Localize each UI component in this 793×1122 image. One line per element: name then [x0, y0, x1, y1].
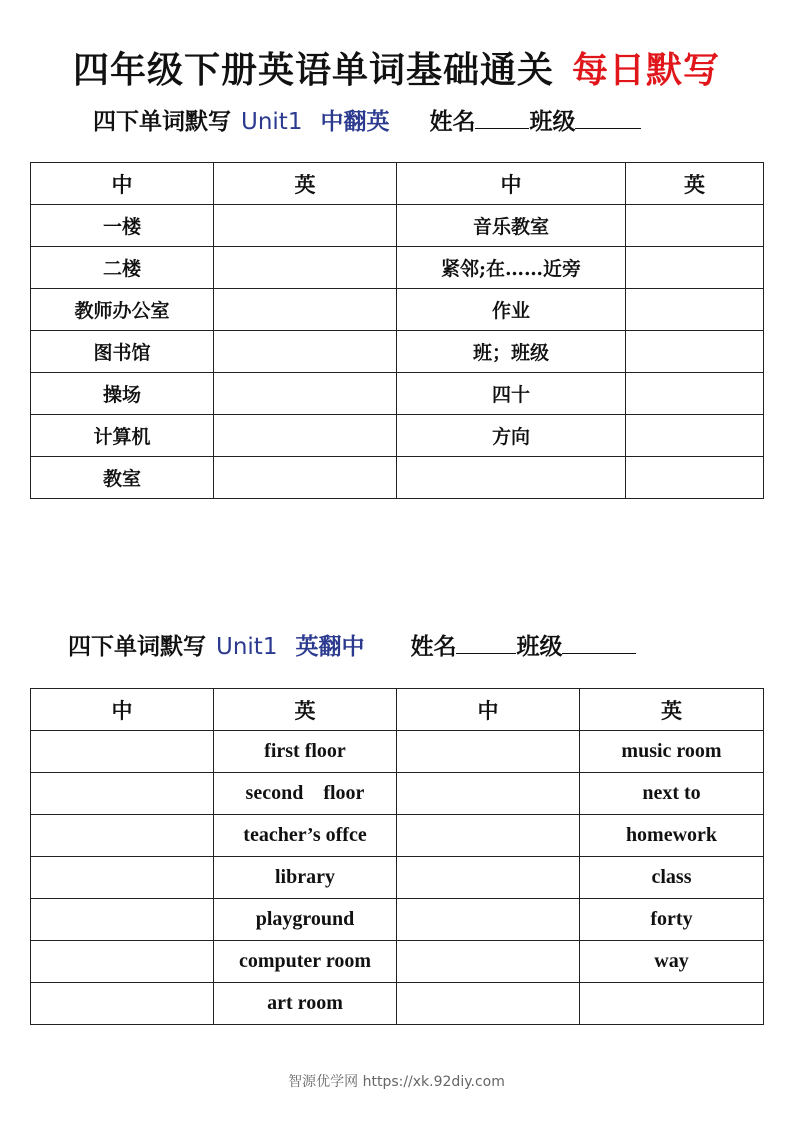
section2-unit: Unit1: [216, 634, 278, 660]
answer-cell[interactable]: [397, 773, 580, 815]
table-row: [31, 415, 764, 457]
table-row: [31, 773, 764, 815]
answer-cell[interactable]: [214, 247, 397, 289]
title-highlight: 每日默写: [572, 49, 721, 91]
table-row: [31, 941, 764, 983]
word-cell: 四十: [397, 373, 626, 415]
section1-table: [30, 162, 764, 499]
answer-cell[interactable]: [626, 415, 764, 457]
answer-cell[interactable]: [31, 731, 214, 773]
table-row: [31, 373, 764, 415]
answer-cell[interactable]: [626, 247, 764, 289]
answer-cell[interactable]: [214, 457, 397, 499]
word-cell: first floor: [214, 731, 397, 773]
section1-name-blank[interactable]: [475, 106, 529, 129]
answer-cell[interactable]: [397, 941, 580, 983]
answer-cell[interactable]: [626, 289, 764, 331]
answer-cell[interactable]: [626, 205, 764, 247]
word-cell: homework: [580, 815, 764, 857]
answer-cell[interactable]: [31, 857, 214, 899]
table-row: [31, 899, 764, 941]
section1-heading-text: 四下单词默写: [93, 108, 231, 135]
answer-cell[interactable]: [626, 331, 764, 373]
word-cell: 二楼: [31, 247, 214, 289]
word-cell: second floor: [214, 773, 397, 815]
answer-cell[interactable]: [31, 815, 214, 857]
table-row: [31, 983, 764, 1025]
word-cell: 教室: [31, 457, 214, 499]
footer-watermark: 智源优学网 https://xk.92diy.com: [288, 1074, 505, 1090]
column-header: 中: [397, 163, 626, 205]
word-cell: music room: [580, 731, 764, 773]
word-cell: 计算机: [31, 415, 214, 457]
answer-cell[interactable]: [397, 983, 580, 1025]
word-cell: playground: [214, 899, 397, 941]
section2-mode: 英翻中: [295, 633, 365, 660]
answer-cell[interactable]: [214, 373, 397, 415]
table-row: [31, 731, 764, 773]
answer-cell[interactable]: [397, 457, 626, 499]
section2-table: [30, 688, 764, 1025]
word-cell: 教师办公室: [31, 289, 214, 331]
answer-cell[interactable]: [31, 899, 214, 941]
word-cell: way: [580, 941, 764, 983]
column-header: 英: [214, 163, 397, 205]
table-header-row: [31, 163, 764, 205]
answer-cell[interactable]: [626, 457, 764, 499]
word-cell: library: [214, 857, 397, 899]
word-cell: next to: [580, 773, 764, 815]
column-header: 中: [31, 163, 214, 205]
title-main: 四年级下册英语单词基础通关: [72, 49, 554, 91]
word-cell: 紧邻;在……近旁: [397, 247, 626, 289]
column-header: 英: [626, 163, 764, 205]
section1-mode: 中翻英: [320, 108, 390, 135]
column-header: 中: [31, 689, 214, 731]
table-row: [31, 205, 764, 247]
section2-heading: [68, 628, 636, 661]
word-cell: teacher’s offce: [214, 815, 397, 857]
table-header-row: [31, 689, 764, 731]
column-header: 英: [214, 689, 397, 731]
answer-cell[interactable]: [214, 289, 397, 331]
word-cell: 图书馆: [31, 331, 214, 373]
word-cell: 方向: [397, 415, 626, 457]
answer-cell[interactable]: [214, 331, 397, 373]
word-cell: 音乐教室: [397, 205, 626, 247]
column-header: 中: [397, 689, 580, 731]
section2-name-blank[interactable]: [456, 631, 516, 654]
table-row: [31, 457, 764, 499]
table-row: [31, 331, 764, 373]
answer-cell[interactable]: [31, 983, 214, 1025]
answer-cell[interactable]: [397, 731, 580, 773]
section2-class-blank[interactable]: [562, 631, 636, 654]
word-cell: 一楼: [31, 205, 214, 247]
answer-cell[interactable]: [31, 941, 214, 983]
section1-name-label: 姓名: [429, 108, 476, 135]
table-row: [31, 815, 764, 857]
word-cell: 操场: [31, 373, 214, 415]
answer-cell[interactable]: [397, 899, 580, 941]
word-cell: 作业: [397, 289, 626, 331]
answer-cell[interactable]: [214, 415, 397, 457]
section1-unit: Unit1: [241, 109, 303, 135]
section2-heading-text: 四下单词默写: [68, 633, 206, 660]
section1-heading: [93, 103, 641, 136]
answer-cell[interactable]: [397, 815, 580, 857]
word-cell: class: [580, 857, 764, 899]
table-row: [31, 247, 764, 289]
word-cell: art room: [214, 983, 397, 1025]
section2-class-label: 班级: [516, 633, 563, 660]
word-cell: 班；班级: [397, 331, 626, 373]
word-cell: forty: [580, 899, 764, 941]
answer-cell[interactable]: [626, 373, 764, 415]
section2-name-label: 姓名: [410, 633, 457, 660]
section1-class-label: 班级: [529, 108, 576, 135]
table-row: [31, 289, 764, 331]
table-row: [31, 857, 764, 899]
answer-cell[interactable]: [580, 983, 764, 1025]
answer-cell[interactable]: [31, 773, 214, 815]
word-cell: computer room: [214, 941, 397, 983]
answer-cell[interactable]: [214, 205, 397, 247]
page-title: [0, 42, 793, 93]
answer-cell[interactable]: [397, 857, 580, 899]
column-header: 英: [580, 689, 764, 731]
section1-class-blank[interactable]: [575, 106, 641, 129]
